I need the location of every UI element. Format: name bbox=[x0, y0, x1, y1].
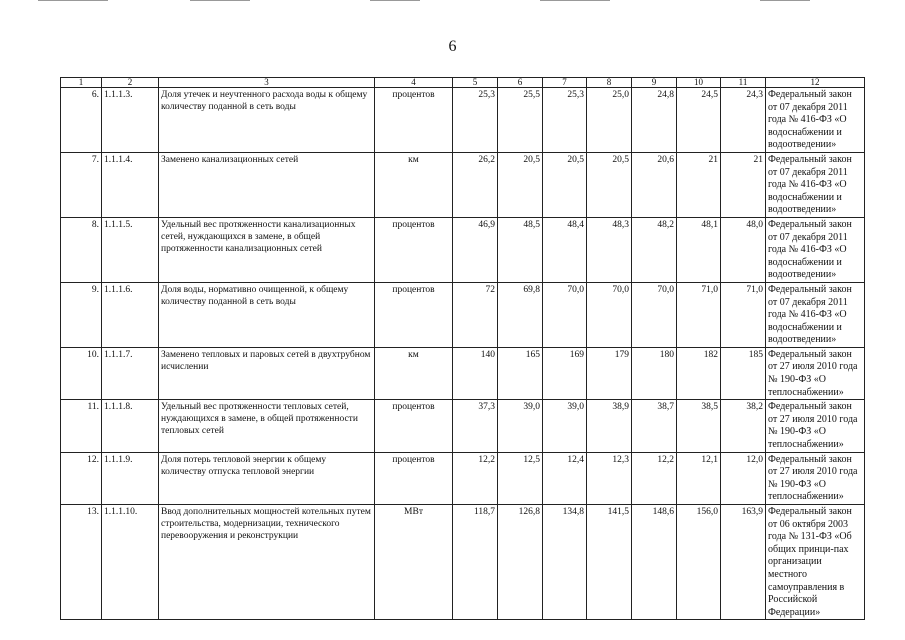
value-cell: 39,0 bbox=[498, 400, 543, 452]
value-cell: 70,0 bbox=[543, 282, 587, 347]
value-cell: 48,1 bbox=[677, 217, 721, 282]
value-cell: 48,2 bbox=[632, 217, 677, 282]
row-code: 1.1.1.5. bbox=[102, 217, 159, 282]
top-rule bbox=[760, 0, 810, 1]
value-cell: 134,8 bbox=[543, 505, 587, 620]
value-cell: 126,8 bbox=[498, 505, 543, 620]
value-cell: 21 bbox=[721, 152, 766, 217]
value-cell: 156,0 bbox=[677, 505, 721, 620]
value-cell: 48,3 bbox=[587, 217, 632, 282]
top-rule bbox=[38, 0, 108, 1]
value-cell: 48,4 bbox=[543, 217, 587, 282]
unit-cell: процентов bbox=[375, 282, 453, 347]
value-cell: 69,8 bbox=[498, 282, 543, 347]
value-cell: 25,3 bbox=[543, 88, 587, 153]
row-number: 6. bbox=[61, 88, 102, 153]
value-cell: 48,5 bbox=[498, 217, 543, 282]
indicator-name: Доля утечек и неучтенного расхода воды к общему количеству поданной в сеть воды bbox=[159, 88, 375, 153]
row-code: 1.1.1.4. bbox=[102, 152, 159, 217]
value-cell: 38,9 bbox=[587, 400, 632, 452]
law-reference: Федеральный закон от 07 декабря 2011 года № 416-ФЗ «О водоснабжении и водоотведении» bbox=[766, 152, 865, 217]
indicator-name: Удельный вес протяженности тепловых сетей, нуждающихся в замене, в общей протяженности тепловых сетей bbox=[159, 400, 375, 452]
column-header: 7 bbox=[543, 78, 587, 88]
table-row bbox=[61, 152, 865, 217]
indicator-name: Удельный вес протяженности канализационных сетей, нуждающихся в замене, в общей протяженности канализационных сетей bbox=[159, 217, 375, 282]
value-cell: 20,6 bbox=[632, 152, 677, 217]
row-number: 11. bbox=[61, 400, 102, 452]
value-cell: 185 bbox=[721, 347, 766, 399]
value-cell: 38,5 bbox=[677, 400, 721, 452]
value-cell: 20,5 bbox=[587, 152, 632, 217]
column-header: 4 bbox=[375, 78, 453, 88]
value-cell: 25,0 bbox=[587, 88, 632, 153]
value-cell: 148,6 bbox=[632, 505, 677, 620]
page-number: 6 bbox=[448, 38, 457, 55]
indicator-name: Заменено тепловых и паровых сетей в двухтрубном исчислении bbox=[159, 347, 375, 399]
value-cell: 38,2 bbox=[721, 400, 766, 452]
law-reference: Федеральный закон от 27 июля 2010 года № 190-ФЗ «О теплоснабжении» bbox=[766, 452, 865, 504]
indicators-table bbox=[60, 77, 865, 620]
column-header: 6 bbox=[498, 78, 543, 88]
value-cell: 12,2 bbox=[632, 452, 677, 504]
row-number: 8. bbox=[61, 217, 102, 282]
column-header: 3 bbox=[159, 78, 375, 88]
value-cell: 179 bbox=[587, 347, 632, 399]
table-row bbox=[61, 505, 865, 620]
value-cell: 25,3 bbox=[453, 88, 498, 153]
value-cell: 26,2 bbox=[453, 152, 498, 217]
law-reference: Федеральный закон от 06 октября 2003 года № 131-ФЗ «Об общих принци-пах организации местного самоуправления в Российской Федерации» bbox=[766, 505, 865, 620]
value-cell: 38,7 bbox=[632, 400, 677, 452]
value-cell: 24,3 bbox=[721, 88, 766, 153]
value-cell: 70,0 bbox=[587, 282, 632, 347]
table-row bbox=[61, 347, 865, 399]
value-cell: 182 bbox=[677, 347, 721, 399]
column-header: 2 bbox=[102, 78, 159, 88]
value-cell: 71,0 bbox=[721, 282, 766, 347]
value-cell: 46,9 bbox=[453, 217, 498, 282]
value-cell: 12,1 bbox=[677, 452, 721, 504]
row-code: 1.1.1.3. bbox=[102, 88, 159, 153]
indicator-name: Заменено канализационных сетей bbox=[159, 152, 375, 217]
top-rule bbox=[190, 0, 250, 1]
unit-cell: МВт bbox=[375, 505, 453, 620]
value-cell: 48,0 bbox=[721, 217, 766, 282]
value-cell: 12,4 bbox=[543, 452, 587, 504]
value-cell: 118,7 bbox=[453, 505, 498, 620]
unit-cell: процентов bbox=[375, 88, 453, 153]
value-cell: 12,3 bbox=[587, 452, 632, 504]
unit-cell: процентов bbox=[375, 452, 453, 504]
value-cell: 25,5 bbox=[498, 88, 543, 153]
indicator-name: Ввод дополнительных мощностей котельных путем строительства, модернизации, технического перевооружения и реконструкции bbox=[159, 505, 375, 620]
law-reference: Федеральный закон от 07 декабря 2011 года № 416-ФЗ «О водоснабжении и водоотведении» bbox=[766, 88, 865, 153]
value-cell: 180 bbox=[632, 347, 677, 399]
value-cell: 163,9 bbox=[721, 505, 766, 620]
value-cell: 37,3 bbox=[453, 400, 498, 452]
value-cell: 141,5 bbox=[587, 505, 632, 620]
unit-cell: км bbox=[375, 347, 453, 399]
column-header: 5 bbox=[453, 78, 498, 88]
row-code: 1.1.1.6. bbox=[102, 282, 159, 347]
row-number: 9. bbox=[61, 282, 102, 347]
row-number: 10. bbox=[61, 347, 102, 399]
column-header: 9 bbox=[632, 78, 677, 88]
law-reference: Федеральный закон от 27 июля 2010 года № 190-ФЗ «О теплоснабжении» bbox=[766, 400, 865, 452]
value-cell: 71,0 bbox=[677, 282, 721, 347]
value-cell: 24,8 bbox=[632, 88, 677, 153]
indicator-name: Доля воды, нормативно очищенной, к общему количеству поданной в сеть воды bbox=[159, 282, 375, 347]
column-header: 12 bbox=[766, 78, 865, 88]
value-cell: 12,5 bbox=[498, 452, 543, 504]
table-row bbox=[61, 400, 865, 452]
table-header-row bbox=[61, 78, 865, 88]
column-header: 1 bbox=[61, 78, 102, 88]
value-cell: 12,0 bbox=[721, 452, 766, 504]
indicator-name: Доля потерь тепловой энергии к общему количеству отпуска тепловой энергии bbox=[159, 452, 375, 504]
row-number: 12. bbox=[61, 452, 102, 504]
table-row bbox=[61, 88, 865, 153]
row-code: 1.1.1.10. bbox=[102, 505, 159, 620]
value-cell: 21 bbox=[677, 152, 721, 217]
value-cell: 165 bbox=[498, 347, 543, 399]
row-number: 13. bbox=[61, 505, 102, 620]
table-body bbox=[61, 78, 865, 620]
row-code: 1.1.1.9. bbox=[102, 452, 159, 504]
column-header: 11 bbox=[721, 78, 766, 88]
value-cell: 70,0 bbox=[632, 282, 677, 347]
table-row bbox=[61, 217, 865, 282]
column-header: 8 bbox=[587, 78, 632, 88]
row-code: 1.1.1.7. bbox=[102, 347, 159, 399]
row-code: 1.1.1.8. bbox=[102, 400, 159, 452]
row-number: 7. bbox=[61, 152, 102, 217]
law-reference: Федеральный закон от 07 декабря 2011 года № 416-ФЗ «О водоснабжении и водоотведении» bbox=[766, 282, 865, 347]
top-rule bbox=[540, 0, 610, 1]
value-cell: 20,5 bbox=[498, 152, 543, 217]
unit-cell: км bbox=[375, 152, 453, 217]
value-cell: 12,2 bbox=[453, 452, 498, 504]
value-cell: 39,0 bbox=[543, 400, 587, 452]
top-rule bbox=[370, 0, 420, 1]
value-cell: 72 bbox=[453, 282, 498, 347]
value-cell: 140 bbox=[453, 347, 498, 399]
table-row bbox=[61, 452, 865, 504]
column-header: 10 bbox=[677, 78, 721, 88]
value-cell: 24,5 bbox=[677, 88, 721, 153]
law-reference: Федеральный закон от 07 декабря 2011 года № 416-ФЗ «О водоснабжении и водоотведении» bbox=[766, 217, 865, 282]
unit-cell: процентов bbox=[375, 400, 453, 452]
table-row bbox=[61, 282, 865, 347]
unit-cell: процентов bbox=[375, 217, 453, 282]
value-cell: 20,5 bbox=[543, 152, 587, 217]
law-reference: Федеральный закон от 27 июля 2010 года № 190-ФЗ «О теплоснабжении» bbox=[766, 347, 865, 399]
value-cell: 169 bbox=[543, 347, 587, 399]
